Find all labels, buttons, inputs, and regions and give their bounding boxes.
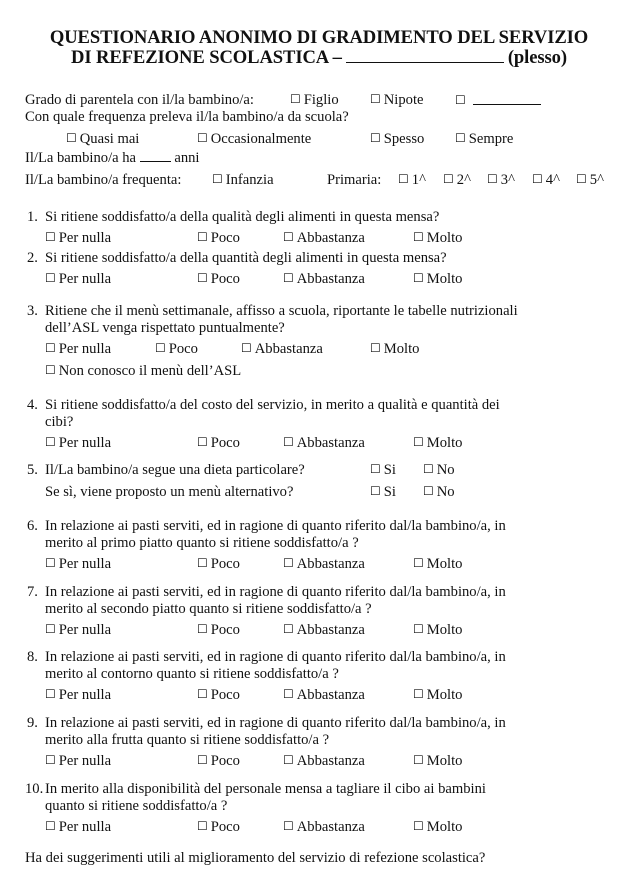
per-nulla-option[interactable] [45, 819, 111, 836]
option-label: Molto [383, 341, 420, 357]
option-label: Si [383, 462, 396, 478]
option-label: Occasionalmente [210, 131, 312, 147]
option-label: Nipote [383, 92, 424, 108]
poco-option[interactable] [197, 435, 240, 452]
option-label: Poco [210, 435, 240, 451]
option-label: 3^ [500, 172, 515, 188]
option-label: 2^ [456, 172, 471, 188]
parentela-option-other[interactable] [455, 92, 541, 110]
option-label: Abbastanza [296, 435, 365, 451]
per-nulla-option[interactable] [45, 687, 111, 704]
question-number: 4. [27, 397, 38, 413]
abbastanza-option[interactable] [283, 556, 365, 573]
checkbox-icon[interactable]: ☐ [455, 93, 466, 107]
option-label: Per nulla [58, 622, 112, 638]
per-nulla-option[interactable] [45, 230, 111, 247]
checkbox-icon[interactable]: ☐ [423, 462, 434, 476]
checkbox-icon[interactable]: ☐ [283, 753, 294, 767]
document-title [0, 28, 638, 68]
checkbox-icon[interactable]: ☐ [423, 484, 434, 498]
parentela-label: Grado di parentela con il/la bambino/a: [25, 92, 254, 108]
poco-option[interactable] [197, 230, 240, 247]
checkbox-icon[interactable]: ☐ [45, 622, 56, 636]
question-text-line: merito al primo piatto quanto si ritiene soddisfatto/a ? [45, 535, 359, 551]
question-number: 6. [27, 518, 38, 534]
checkbox-icon[interactable]: ☐ [487, 172, 498, 186]
option-label: Poco [210, 556, 240, 572]
yes-option[interactable] [370, 484, 396, 501]
option-label: Abbastanza [296, 556, 365, 572]
checkbox-icon[interactable]: ☐ [283, 435, 294, 449]
question-text-line: In merito alla disponibilità del personale mensa a tagliare il cibo ai bambini [45, 781, 486, 797]
checkbox-icon[interactable]: ☐ [283, 819, 294, 833]
checkbox-icon[interactable]: ☐ [45, 687, 56, 701]
checkbox-icon[interactable]: ☐ [283, 230, 294, 244]
option-label: Molto [426, 753, 463, 769]
option-label: Per nulla [58, 753, 112, 769]
checkbox-icon[interactable]: ☐ [413, 622, 424, 636]
option-label: Abbastanza [296, 622, 365, 638]
primaria-label: Primaria: [327, 172, 382, 188]
per-nulla-option[interactable] [45, 556, 111, 573]
option-label: Molto [426, 622, 463, 638]
frequenta-row [25, 172, 181, 189]
checkbox-icon[interactable]: ☐ [45, 230, 56, 244]
frequenza-option-quasi-mai[interactable] [66, 131, 139, 148]
title-line-2-prefix: DI REFEZIONE SCOLASTICA – [71, 47, 342, 68]
checkbox-icon[interactable]: ☐ [66, 131, 77, 145]
checkbox-icon[interactable]: ☐ [398, 172, 409, 186]
abbastanza-option[interactable] [283, 819, 365, 836]
option-label: Abbastanza [296, 753, 365, 769]
option-label: Abbastanza [296, 687, 365, 703]
non-conosco-option[interactable] [45, 363, 241, 380]
option-label: 1^ [411, 172, 426, 188]
checkbox-icon[interactable]: ☐ [370, 462, 381, 476]
option-label: Figlio [303, 92, 339, 108]
checkbox-icon[interactable]: ☐ [370, 484, 381, 498]
primaria-option-2[interactable] [443, 172, 471, 189]
checkbox-icon[interactable]: ☐ [370, 131, 381, 145]
checkbox-icon[interactable]: ☐ [197, 687, 208, 701]
option-label: Molto [426, 230, 463, 246]
poco-option[interactable] [155, 341, 198, 358]
option-label: Quasi mai [79, 131, 140, 147]
checkbox-icon[interactable]: ☐ [413, 687, 424, 701]
checkbox-icon[interactable]: ☐ [576, 172, 587, 186]
suggestions-prompt: Ha dei suggerimenti utili al miglioramento del servizio di refezione scolastica? [25, 850, 486, 866]
option-label: 4^ [545, 172, 560, 188]
question-text-line: cibi? [45, 414, 74, 430]
question-text-line: In relazione ai pasti serviti, ed in ragione di quanto riferito dal/la bambino/a, in [45, 584, 506, 600]
checkbox-icon[interactable]: ☐ [212, 172, 223, 186]
question-number: 9. [27, 715, 38, 731]
molto-option[interactable] [370, 341, 419, 358]
option-label: Non conosco il menù dell’ASL [58, 363, 242, 379]
question-number: 3. [27, 303, 38, 319]
checkbox-icon[interactable]: ☐ [45, 271, 56, 285]
abbastanza-option[interactable] [283, 435, 365, 452]
checkbox-icon[interactable]: ☐ [413, 819, 424, 833]
title-line-1: QUESTIONARIO ANONIMO DI GRADIMENTO DEL SERVIZIO [49, 27, 589, 48]
checkbox-icon[interactable]: ☐ [197, 271, 208, 285]
checkbox-icon[interactable]: ☐ [413, 230, 424, 244]
option-label: Poco [210, 687, 240, 703]
checkbox-icon[interactable]: ☐ [532, 172, 543, 186]
checkbox-icon[interactable]: ☐ [45, 556, 56, 570]
option-label: Poco [210, 819, 240, 835]
poco-option[interactable] [197, 819, 240, 836]
checkbox-icon[interactable]: ☐ [370, 341, 381, 355]
abbastanza-option[interactable] [241, 341, 323, 358]
abbastanza-option[interactable] [283, 753, 365, 770]
question-text-line: Si ritiene soddisfatto/a della quantità degli alimenti in questa mensa? [45, 250, 447, 266]
option-label: 5^ [589, 172, 604, 188]
per-nulla-option[interactable] [45, 341, 111, 358]
option-label: Infanzia [225, 172, 274, 188]
frequenza-option-spesso[interactable] [370, 131, 424, 148]
checkbox-icon[interactable]: ☐ [443, 172, 454, 186]
checkbox-icon[interactable]: ☐ [45, 435, 56, 449]
checkbox-icon[interactable]: ☐ [45, 341, 56, 355]
option-label: Poco [210, 271, 240, 287]
question-number: 8. [27, 649, 38, 665]
option-label: Per nulla [58, 230, 112, 246]
option-label: Per nulla [58, 819, 112, 835]
primaria-option-1[interactable] [398, 172, 426, 189]
checkbox-icon[interactable]: ☐ [45, 753, 56, 767]
checkbox-icon[interactable]: ☐ [283, 687, 294, 701]
checkbox-icon[interactable]: ☐ [283, 271, 294, 285]
per-nulla-option[interactable] [45, 753, 111, 770]
question-text-line: merito alla frutta quanto si ritiene soddisfatto/a ? [45, 732, 330, 748]
option-label: No [436, 462, 455, 478]
checkbox-icon[interactable]: ☐ [45, 819, 56, 833]
question-text-line: Ritiene che il menù settimanale, affisso a scuola, riportante le tabelle nutrizionali [45, 303, 518, 319]
molto-option[interactable] [413, 435, 462, 452]
molto-option[interactable] [413, 230, 462, 247]
molto-option[interactable] [413, 687, 462, 704]
poco-option[interactable] [197, 622, 240, 639]
frequenza-option-occasionalmente[interactable] [197, 131, 311, 148]
question-text-line: In relazione ai pasti serviti, ed in ragione di quanto riferito dal/la bambino/a, in [45, 715, 506, 731]
parentela-option-nipote[interactable] [370, 92, 424, 109]
checkbox-icon[interactable]: ☐ [283, 622, 294, 636]
checkbox-icon[interactable]: ☐ [290, 92, 301, 106]
option-label: Molto [426, 819, 463, 835]
molto-option[interactable] [413, 622, 462, 639]
checkbox-icon[interactable]: ☐ [197, 753, 208, 767]
molto-option[interactable] [413, 819, 462, 836]
option-label: Per nulla [58, 341, 112, 357]
checkbox-icon[interactable]: ☐ [197, 556, 208, 570]
yes-option[interactable] [370, 462, 396, 479]
abbastanza-option[interactable] [283, 687, 365, 704]
checkbox-icon[interactable]: ☐ [197, 230, 208, 244]
checkbox-icon[interactable]: ☐ [241, 341, 252, 355]
question-text-line: In relazione ai pasti serviti, ed in ragione di quanto riferito dal/la bambino/a, in [45, 649, 506, 665]
question-text-line: Si ritiene soddisfatto/a della qualità degli alimenti in questa mensa? [45, 209, 440, 225]
frequenza-option-sempre[interactable] [455, 131, 513, 148]
question-text-line: dell’ASL venga rispettato puntualmente? [45, 320, 285, 336]
eta-suffix: anni [174, 150, 200, 166]
question-text-line: Il/La bambino/a segue una dieta particolare? [45, 462, 305, 478]
checkbox-icon[interactable]: ☐ [413, 753, 424, 767]
checkbox-icon[interactable]: ☐ [413, 556, 424, 570]
question-text-line: quanto si ritiene soddisfatto/a ? [45, 798, 228, 814]
checkbox-icon[interactable]: ☐ [413, 271, 424, 285]
question-number: 5. [27, 462, 38, 478]
no-option[interactable] [423, 484, 455, 501]
poco-option[interactable] [197, 271, 240, 288]
parentela-row [25, 92, 254, 109]
option-label: Sempre [468, 131, 514, 147]
abbastanza-option[interactable] [283, 622, 365, 639]
question-number: 7. [27, 584, 38, 600]
parentela-other-blank[interactable] [473, 92, 541, 105]
question-text-line: merito al secondo piatto quanto si ritiene soddisfatto/a ? [45, 601, 372, 617]
parentela-option-figlio[interactable] [290, 92, 339, 109]
primaria-option-5[interactable] [576, 172, 604, 189]
question-text-line: In relazione ai pasti serviti, ed in ragione di quanto riferito dal/la bambino/a, in [45, 518, 506, 534]
option-label: Molto [426, 271, 463, 287]
option-label: Per nulla [58, 271, 112, 287]
primaria-option-4[interactable] [532, 172, 560, 189]
per-nulla-option[interactable] [45, 271, 111, 288]
plesso-blank-field[interactable] [346, 48, 504, 63]
option-label: Abbastanza [254, 341, 323, 357]
frequenta-option-infanzia[interactable] [212, 172, 274, 189]
question-text-line: merito al contorno quanto si ritiene soddisfatto/a ? [45, 666, 339, 682]
option-label: Abbastanza [296, 819, 365, 835]
frequenta-label: Il/La bambino/a frequenta: [25, 172, 182, 188]
molto-option[interactable] [413, 753, 462, 770]
checkbox-icon[interactable]: ☐ [455, 131, 466, 145]
checkbox-icon[interactable]: ☐ [370, 92, 381, 106]
title-line-2 [0, 48, 638, 68]
per-nulla-option[interactable] [45, 622, 111, 639]
option-label: Poco [210, 230, 240, 246]
primaria-option-3[interactable] [487, 172, 515, 189]
option-label: Poco [168, 341, 198, 357]
option-label: Si [383, 484, 396, 500]
poco-option[interactable] [197, 556, 240, 573]
eta-row [25, 149, 200, 167]
molto-option[interactable] [413, 271, 462, 288]
question-text-line: Si ritiene soddisfatto/a del costo del servizio, in merito a qualità e quantità dei [45, 397, 500, 413]
eta-blank-field[interactable] [140, 149, 171, 162]
option-label: Molto [426, 435, 463, 451]
checkbox-icon[interactable]: ☐ [197, 131, 208, 145]
frequenza-label: Con quale frequenza preleva il/la bambino/a da scuola? [25, 109, 349, 125]
poco-option[interactable] [197, 687, 240, 704]
checkbox-icon[interactable]: ☐ [197, 622, 208, 636]
abbastanza-option[interactable] [283, 271, 365, 288]
question-number: 1. [27, 209, 38, 225]
checkbox-icon[interactable]: ☐ [155, 341, 166, 355]
molto-option[interactable] [413, 556, 462, 573]
option-label: Molto [426, 556, 463, 572]
poco-option[interactable] [197, 753, 240, 770]
title-line-2-suffix: (plesso) [507, 47, 567, 68]
option-label: Poco [210, 622, 240, 638]
option-label: Per nulla [58, 687, 112, 703]
option-label: Per nulla [58, 556, 112, 572]
checkbox-icon[interactable]: ☐ [197, 435, 208, 449]
question-number: 2. [27, 250, 38, 266]
per-nulla-option[interactable] [45, 435, 111, 452]
abbastanza-option[interactable] [283, 230, 365, 247]
option-label: Abbastanza [296, 230, 365, 246]
checkbox-icon[interactable]: ☐ [413, 435, 424, 449]
no-option[interactable] [423, 462, 455, 479]
checkbox-icon[interactable]: ☐ [283, 556, 294, 570]
option-label: Per nulla [58, 435, 112, 451]
option-label: Molto [426, 687, 463, 703]
option-label: Poco [210, 753, 240, 769]
question-number: 10. [25, 781, 44, 797]
checkbox-icon[interactable]: ☐ [45, 363, 56, 377]
option-label: Abbastanza [296, 271, 365, 287]
eta-prefix: Il/La bambino/a ha [25, 150, 137, 166]
checkbox-icon[interactable]: ☐ [197, 819, 208, 833]
option-label: Spesso [383, 131, 425, 147]
question-text-line: Se sì, viene proposto un menù alternativo? [45, 484, 294, 500]
option-label: No [436, 484, 455, 500]
